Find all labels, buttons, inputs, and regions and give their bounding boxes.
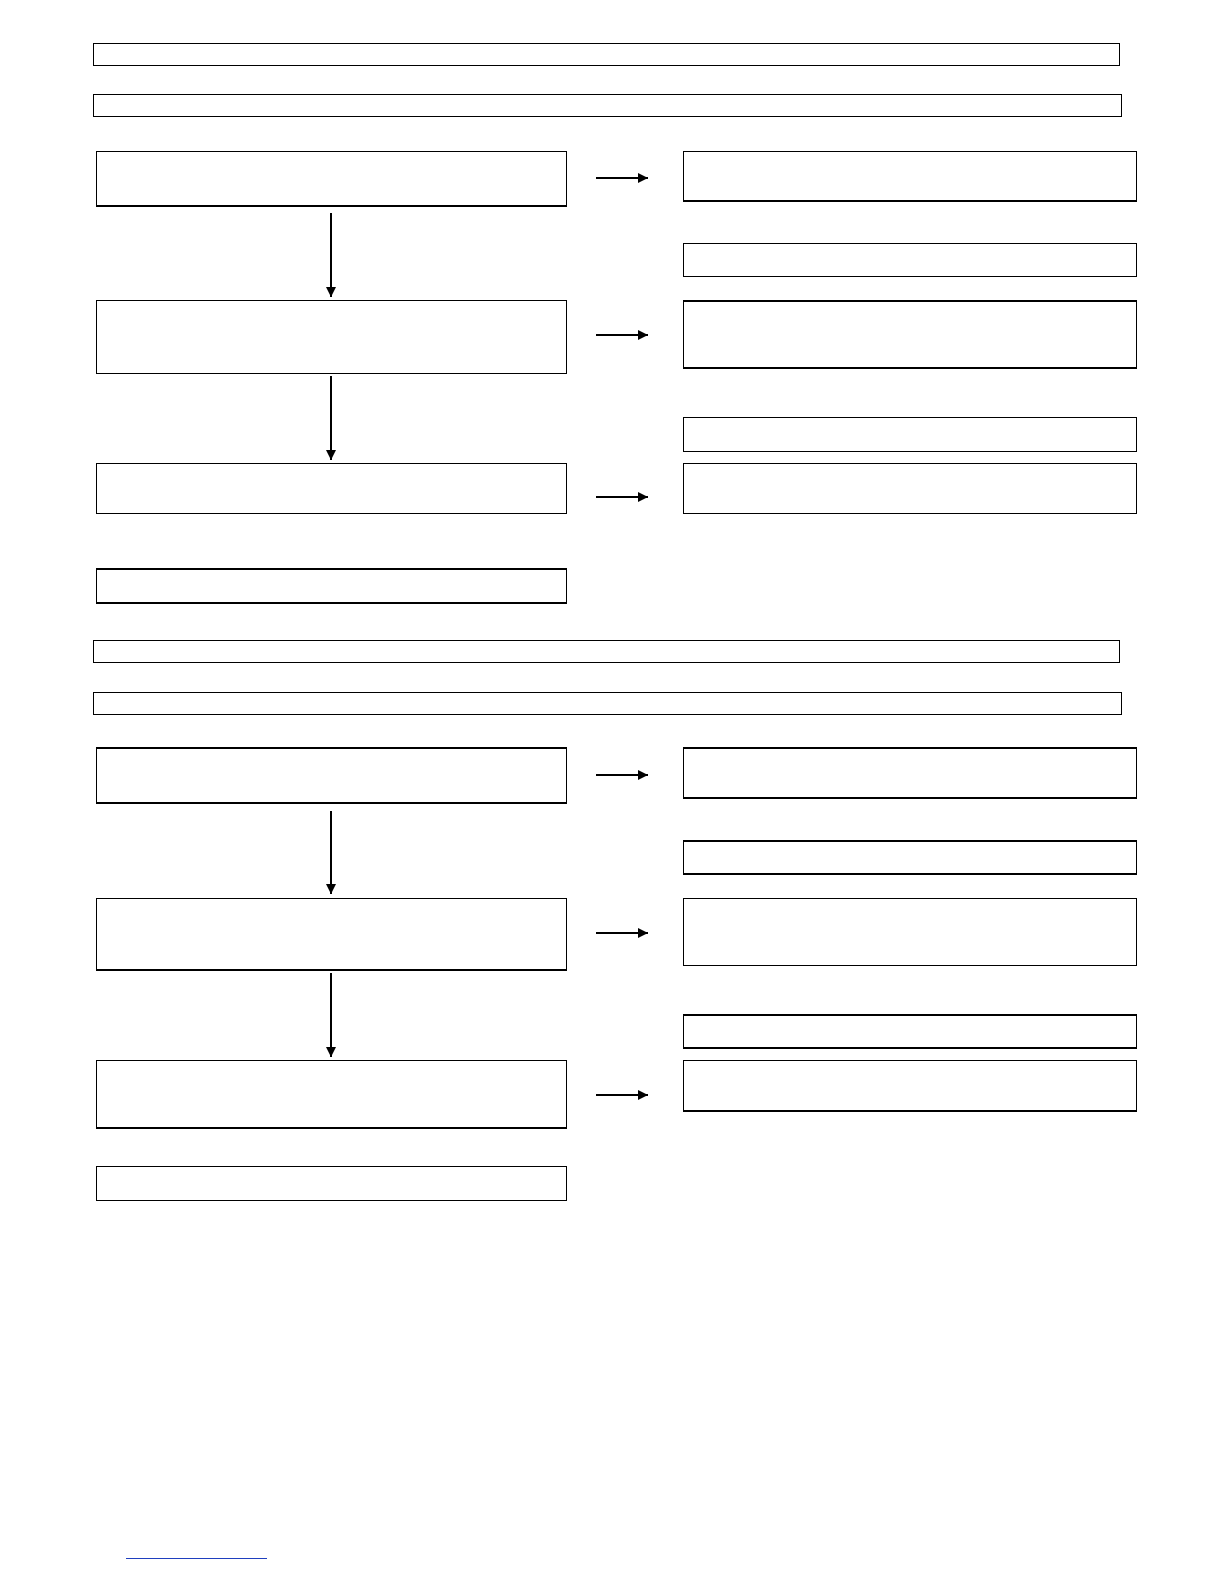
section-1-step-1-note-box xyxy=(683,243,1137,277)
section-1-final-note-box xyxy=(96,568,567,604)
section-2-step-2-result-box xyxy=(683,898,1137,966)
section-1-subheader xyxy=(93,94,1122,117)
section-2-subheader xyxy=(93,692,1122,715)
section-2-step-2-box xyxy=(96,898,567,971)
footer-link[interactable] xyxy=(126,1558,267,1559)
section-1-step-2-note-box xyxy=(683,417,1137,452)
section-1-header xyxy=(93,43,1120,66)
section-2-step-3-result-box xyxy=(683,1060,1137,1112)
section-2-step-2-note-box xyxy=(683,1014,1137,1049)
section-2-step-3-box xyxy=(96,1060,567,1129)
section-2-step-1-note-box xyxy=(683,840,1137,875)
section-1-step-3-box xyxy=(96,463,567,514)
section-1-step-2-result-box xyxy=(683,300,1137,369)
section-2-header xyxy=(93,640,1120,663)
section-1-step-1-result-box xyxy=(683,151,1137,202)
section-1-step-1-box xyxy=(96,151,567,207)
section-2-step-1-box xyxy=(96,747,567,804)
section-2-step-1-result-box xyxy=(683,747,1137,799)
section-1-step-3-result-box xyxy=(683,463,1137,514)
section-2-final-note-box xyxy=(96,1166,567,1201)
section-1-step-2-box xyxy=(96,300,567,374)
